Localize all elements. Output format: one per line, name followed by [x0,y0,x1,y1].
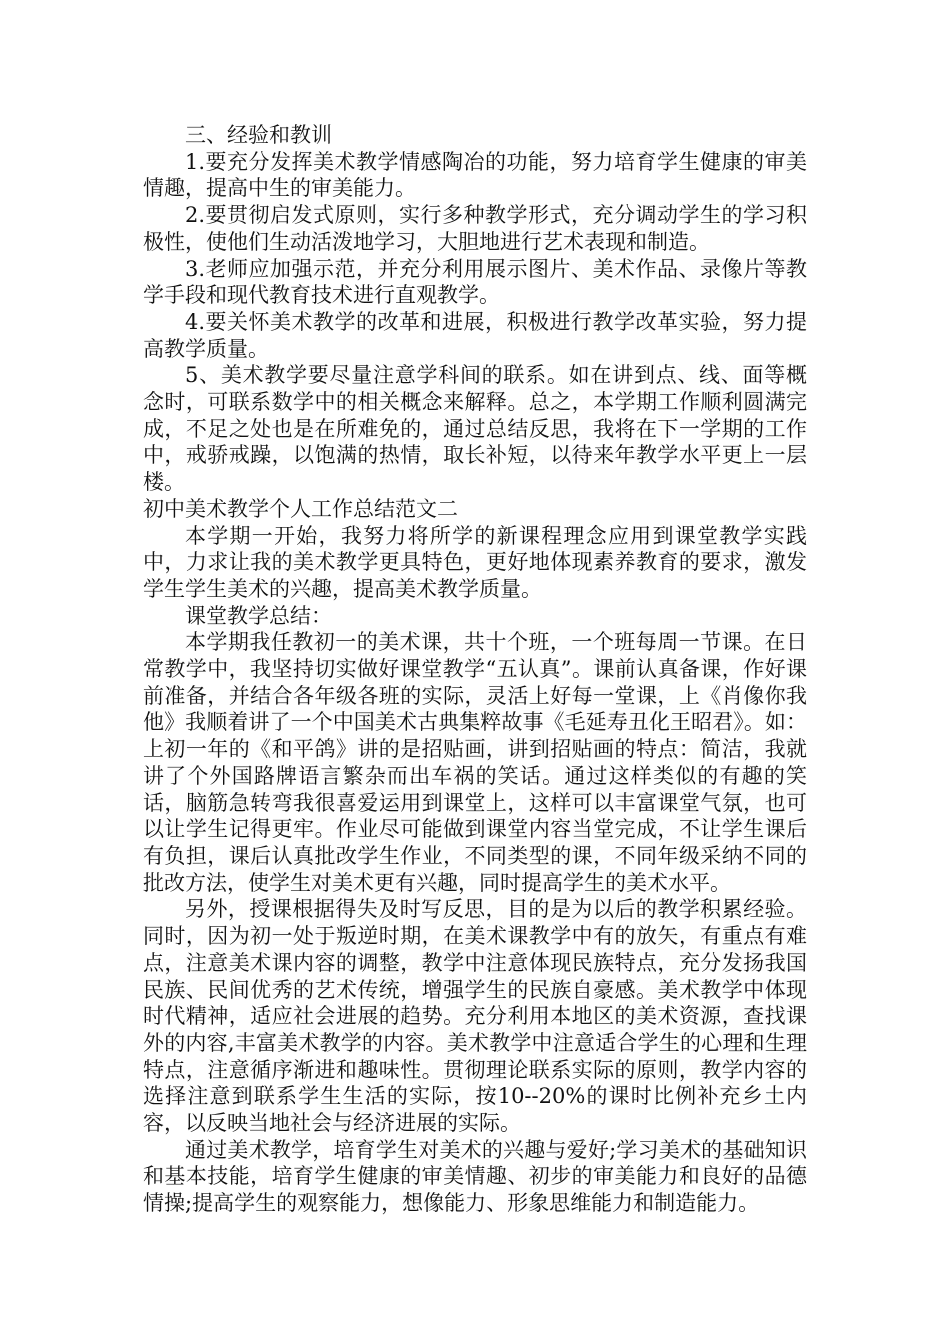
paragraph-lesson-2: 2.要贯彻启发式原则，实行多种教学形式，充分调动学生的学习积极性，使他们生动活泼地学习，大胆地进行艺术表现和制造。 [143,203,807,254]
document-body [143,122,807,1217]
heading-lessons: 三、经验和教训 [185,123,332,147]
subheading-classroom-summary: 课堂教学总结： [185,603,332,628]
paragraph-lesson-1: 1.要充分发挥美术教学情感陶冶的功能，努力培育学生健康的审美情趣，提高中生的审美能力。 [143,149,807,201]
paragraph-lesson-3: 3.老师应加强示范，并充分利用展示图片、美术作品、录像片等教学手段和现代教育技术进行直观教学。 [143,256,807,308]
paragraph-reflection: 另外，授课根据得失及时写反思，目的是为以后的教学积累经验。同时，因为初一处于叛逆时期，在美术课教学中有的放矢，有重点有难点，注意美术课内容的调整，教学中注意体现民族特点，充分发扬我国民族、民间优秀的艺术传统，增强学生的民族自豪感。美术教学中体现时代精神，适应社会进展的趋势。充分利用本地区的美术资源，查找课外的内容,丰富美术教学的内容。美术教学中注意适合学生的心理和生理特点，注意循序渐进和趣味性。贯彻理论联系实际的原则，教学内容的选择注意到联系学生生活的实际，按10--20%的课时比例补充乡土内容，以反映当地社会与经济进展的实际。 [143,897,807,1136]
paragraph-conclusion: 通过美术教学，培育学生对美术的兴趣与爱好;学习美术的基础知识和基本技能，培育学生健康的审美情趣、初步的审美能力和良好的品德情操;提高学生的观察能力，想像能力、形象思维能力和制造能力。 [143,1137,807,1216]
paragraph-classroom-teaching: 本学期我任教初一的美术课，共十个班，一个班每周一节课。在日常教学中，我坚持切实做好课堂教学“五认真”。课前认真备课，作好课前准备，并结合各年级各班的实际，灵活上好每一堂课，上《肖像你我他》我顺着讲了一个中国美术古典集粹故事《毛延寿丑化王昭君》。如：上初一年的《和平鸽》讲的是招贴画，讲到招贴画的特点：简洁，我就讲了个外国路牌语言繁杂而出车祸的笑话。通过这样类似的有趣的笑话，脑筋急转弯我很喜爱运用到课堂上，这样可以丰富课堂气氛，也可以让学生记得更牢。作业尽可能做到课堂内容当堂完成，不让学生课后有负担，课后认真批改学生作业，不同类型的课，不同年级采纳不同的批改方法，使学生对美术更有兴趣，同时提高学生的美术水平。 [143,630,807,895]
paragraph-lesson-5: 5、美术教学要尽量注意学科间的联系。如在讲到点、线、面等概念时，可联系数学中的相关概念来解释。总之，本学期工作顺利圆满完成，不足之处也是在所难免的，通过总结反思，我将在下一学期的工作中，戒骄戒躁，以饱满的热情，取长补短，以待来年教学水平更上一层楼。 [143,363,807,495]
paragraph-lesson-4: 4.要关怀美术教学的改革和进展，积极进行教学改革实验，努力提高教学质量。 [143,309,807,361]
section-title: 初中美术教学个人工作总结范文二 [143,496,458,521]
paragraph-intro: 本学期一开始，我努力将所学的新课程理念应用到课堂教学实践中，力求让我的美术教学更具特色，更好地体现素养教育的要求，激发学生学生美术的兴趣，提高美术教学质量。 [143,523,807,601]
